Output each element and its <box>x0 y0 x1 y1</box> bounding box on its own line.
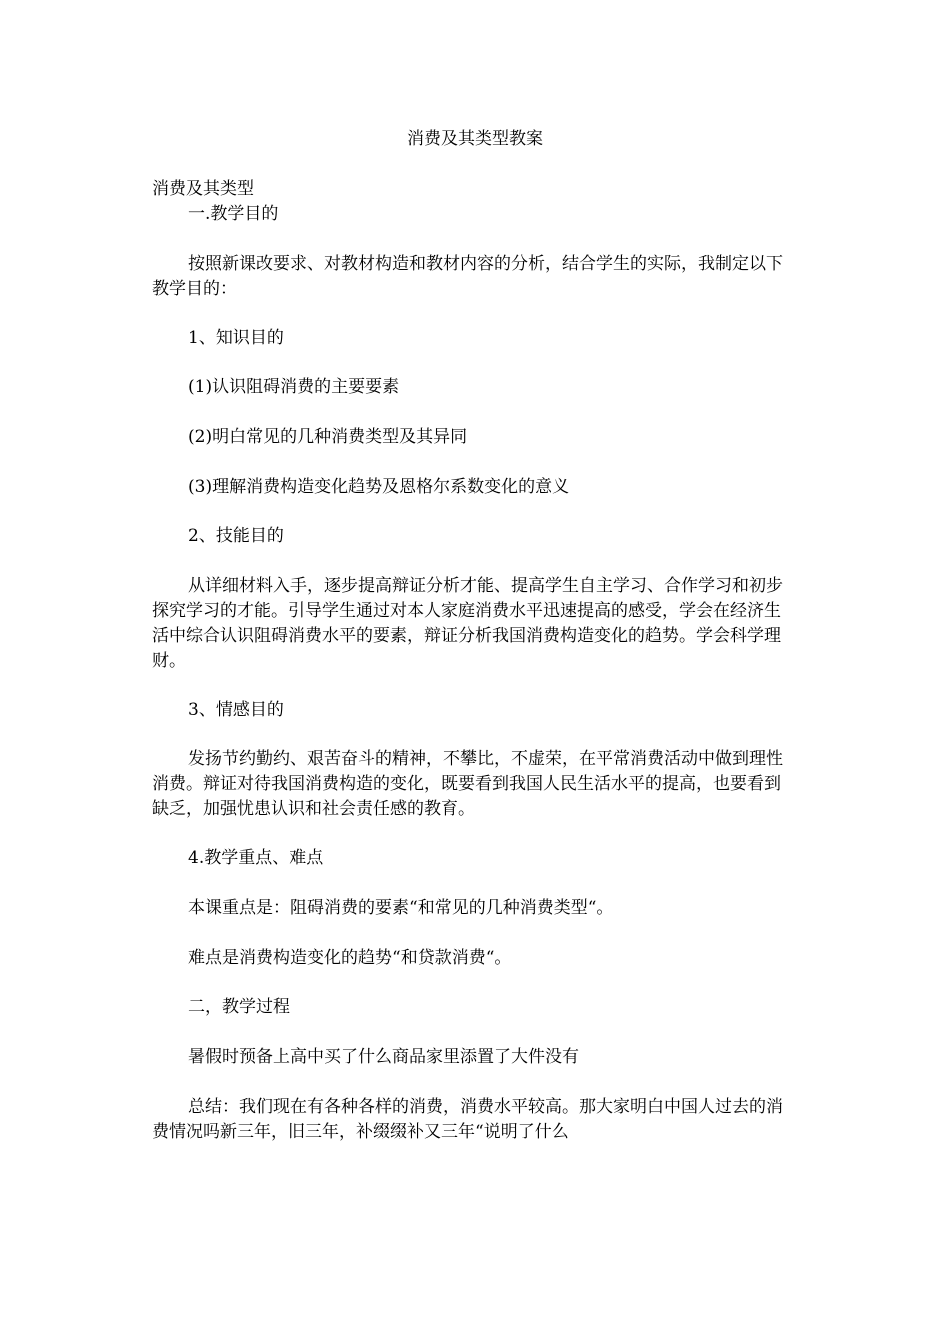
paragraph-difficulty: 难点是消费构造变化的趋势“和贷款消费“。 <box>188 948 512 968</box>
paragraph-emotion: 发扬节约勤约、艰苦奋斗的精神，不攀比，不虚荣，在平常消费活动中做到理性消费。辩证对待我国消费构造的变化，既要看到我国人民生活水平的提高，也要看到缺乏，加强忧患认识和社会责任感的教育。 <box>152 749 783 819</box>
paragraph-summary: 总结：我们现在有各种各样的消费，消费水平较高。那大家明白中国人过去的消费情况吗新三年，旧三年，补缀缀补又三年“说明了什么 <box>152 1097 783 1142</box>
heading-knowledge-goals: 1、知识目的 <box>188 328 284 348</box>
paragraph-intro: 按照新课改要求、对教材构造和教材内容的分析，结合学生的实际，我制定以下教学目的： <box>152 254 783 299</box>
paragraph-key-point: 本课重点是：阻碍消费的要素“和常见的几种消费类型“。 <box>188 898 614 918</box>
section-heading-process: 二，教学过程 <box>188 997 290 1017</box>
paragraph-skills: 从详细材料入手，逐步提高辩证分析才能、提高学生自主学习、合作学习和初步探究学习的才能。引导学生通过对本人家庭消费水平迅速提高的感受，学会在经济生活中综合认识阻碍消费水平的要素，辩证分析我国消费构造变化的趋势。学会科学理财。 <box>152 576 783 671</box>
paragraph-question: 暑假时预备上高中买了什么商品家里添置了大件没有 <box>188 1047 579 1067</box>
list-item-2: (2)明白常见的几种消费类型及其异同 <box>188 427 468 447</box>
section-heading-objectives: 一.教学目的 <box>188 204 279 224</box>
heading-skill-goals: 2、技能目的 <box>188 526 284 546</box>
list-item-3: (3)理解消费构造变化趋势及恩格尔系数变化的意义 <box>188 477 570 497</box>
heading-key-points: 4.教学重点、难点 <box>188 848 324 868</box>
document-title: 消费及其类型教案 <box>407 129 543 149</box>
heading-emotion-goals: 3、情感目的 <box>188 700 284 720</box>
document-subtitle: 消费及其类型 <box>152 179 254 199</box>
list-item-1: (1)认识阻碍消费的主要要素 <box>188 377 400 397</box>
